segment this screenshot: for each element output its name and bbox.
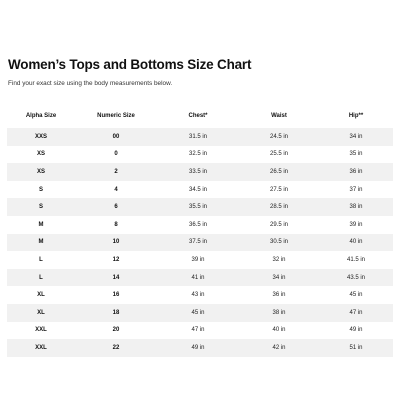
table-row (7, 322, 393, 340)
header-chest: Chest* (188, 113, 208, 119)
cell-chest: 41 in (191, 274, 205, 281)
cell-alpha-size: S (38, 186, 43, 193)
cell-waist: 24.5 in (269, 133, 288, 140)
table-row (7, 286, 393, 304)
cell-alpha-size: XXL (35, 344, 47, 351)
cell-hip: 51 in (349, 344, 363, 351)
cell-alpha-size: L (39, 274, 43, 281)
cell-numeric-size: 8 (114, 221, 118, 228)
cell-alpha-size: XL (37, 309, 45, 316)
cell-alpha-size: XXS (34, 133, 47, 140)
cell-chest: 49 in (191, 344, 205, 351)
cell-waist: 30.5 in (269, 239, 288, 246)
cell-alpha-size: M (38, 221, 44, 228)
page-title: Women’s Tops and Bottoms Size Chart (8, 57, 252, 72)
cell-alpha-size: XL (37, 292, 45, 299)
table-row (7, 269, 393, 287)
cell-numeric-size: 10 (112, 239, 120, 246)
cell-chest: 32.5 in (188, 151, 207, 158)
cell-numeric-size: 6 (114, 204, 118, 211)
cell-hip: 49 in (349, 327, 363, 334)
table-row (7, 181, 393, 199)
size-chart-table (7, 104, 393, 357)
cell-numeric-size: 12 (112, 256, 120, 263)
cell-chest: 39 in (191, 256, 205, 263)
cell-numeric-size: 4 (114, 186, 118, 193)
cell-alpha-size: L (39, 256, 43, 263)
table-row (7, 304, 393, 322)
cell-waist: 29.5 in (269, 221, 288, 228)
cell-numeric-size: 16 (112, 292, 120, 299)
cell-alpha-size: S (38, 204, 43, 211)
cell-numeric-size: 2 (114, 168, 118, 175)
cell-numeric-size: 20 (112, 327, 120, 334)
cell-chest: 43 in (191, 292, 205, 299)
page-subtitle: Find your exact size using the body measurements below. (8, 80, 173, 87)
header-alpha-size: Alpha Size (25, 113, 57, 119)
cell-waist: 28.5 in (269, 204, 288, 211)
cell-hip: 38 in (349, 204, 363, 211)
table-row (7, 216, 393, 234)
cell-numeric-size: 18 (112, 309, 120, 316)
cell-hip: 36 in (349, 168, 363, 175)
table-row (7, 128, 393, 146)
cell-hip: 34 in (349, 133, 363, 140)
cell-alpha-size: XS (36, 168, 45, 175)
cell-chest: 35.5 in (188, 204, 207, 211)
cell-hip: 43.5 in (346, 274, 365, 281)
cell-hip: 47 in (349, 309, 363, 316)
table-row (7, 251, 393, 269)
table-row (7, 198, 393, 216)
cell-numeric-size: 22 (112, 344, 120, 351)
cell-waist: 32 in (272, 256, 286, 263)
header-hip: Hip** (348, 113, 364, 119)
cell-hip: 37 in (349, 186, 363, 193)
cell-chest: 36.5 in (188, 221, 207, 228)
cell-chest: 47 in (191, 327, 205, 334)
cell-numeric-size: 14 (112, 274, 120, 281)
cell-waist: 34 in (272, 274, 286, 281)
table-row (7, 234, 393, 252)
cell-hip: 45 in (349, 292, 363, 299)
cell-chest: 34.5 in (188, 186, 207, 193)
cell-chest: 37.5 in (188, 239, 207, 246)
cell-chest: 45 in (191, 309, 205, 316)
table-row (7, 163, 393, 181)
cell-waist: 42 in (272, 344, 286, 351)
cell-alpha-size: M (38, 239, 44, 246)
cell-chest: 31.5 in (188, 133, 207, 140)
cell-waist: 38 in (272, 309, 286, 316)
cell-alpha-size: XXL (35, 327, 47, 334)
table-row (7, 146, 393, 164)
cell-waist: 27.5 in (269, 186, 288, 193)
table-row (7, 339, 393, 357)
cell-hip: 35 in (349, 151, 363, 158)
cell-numeric-size: 0 (114, 151, 118, 158)
cell-hip: 39 in (349, 221, 363, 228)
cell-waist: 25.5 in (269, 151, 288, 158)
cell-waist: 36 in (272, 292, 286, 299)
cell-numeric-size: 00 (112, 133, 120, 140)
cell-hip: 41.5 in (346, 256, 365, 263)
header-waist: Waist (271, 113, 287, 119)
cell-chest: 33.5 in (188, 168, 207, 175)
size-table-body (7, 128, 393, 357)
header-numeric-size: Numeric Size (97, 113, 135, 119)
cell-hip: 40 in (349, 239, 363, 246)
table-header-row (7, 104, 393, 128)
cell-waist: 26.5 in (269, 168, 288, 175)
cell-waist: 40 in (272, 327, 286, 334)
cell-alpha-size: XS (36, 151, 45, 158)
